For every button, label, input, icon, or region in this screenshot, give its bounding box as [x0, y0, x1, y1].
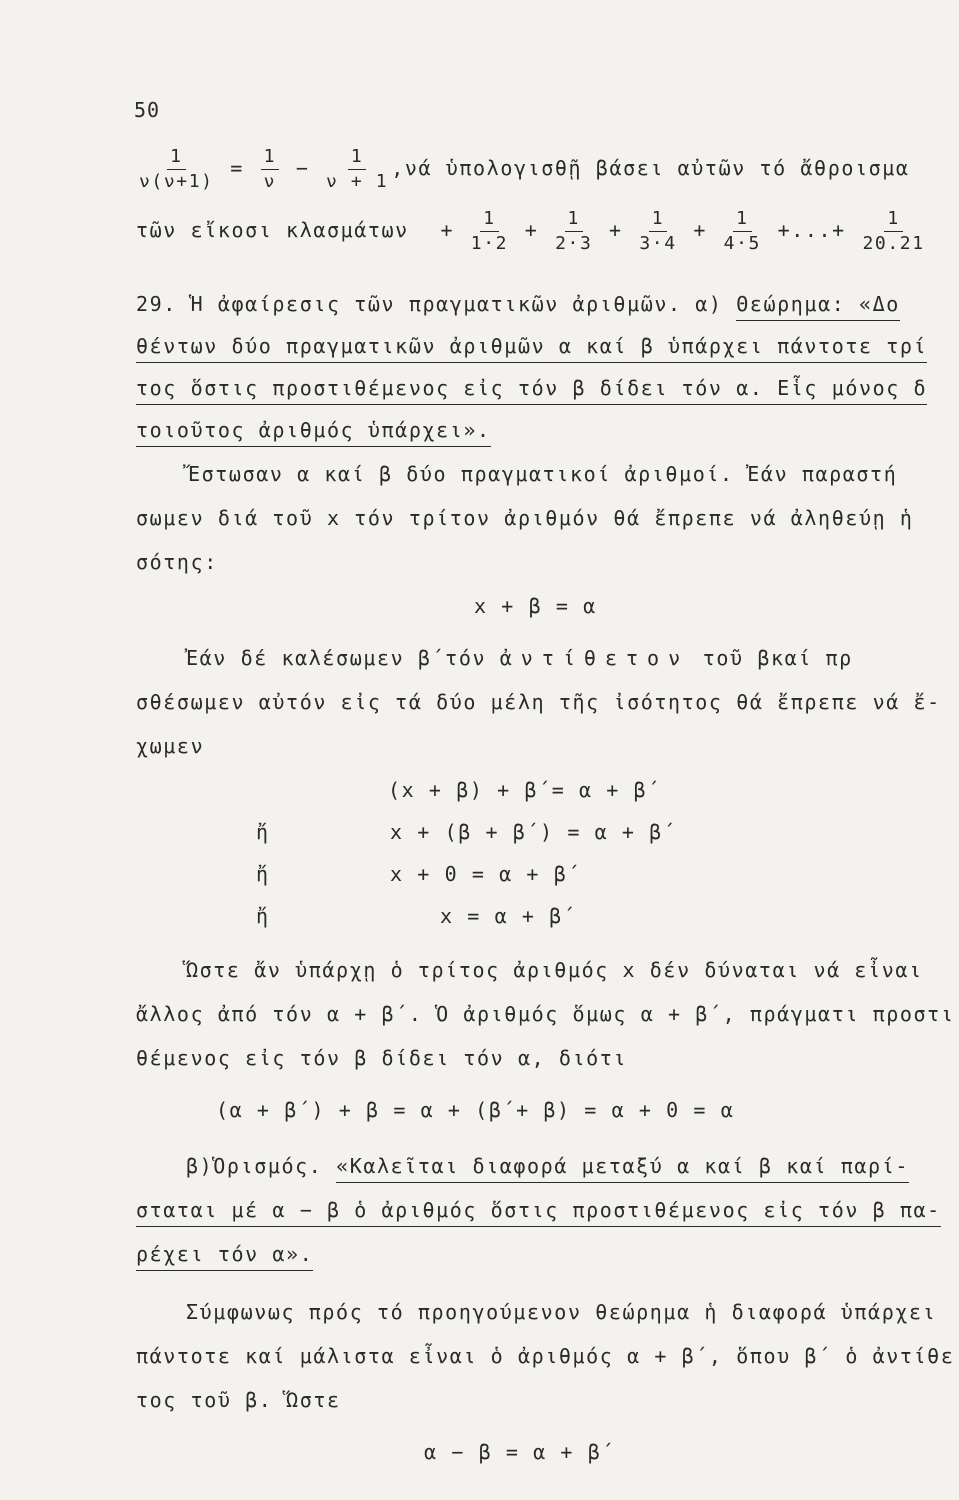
series-fraction-1: $\frac{1}{1\cdot 2}$	[470, 208, 509, 254]
equation-6: (α + β΄) + β = α + (β΄+ β) = α + 0 = α	[216, 1098, 735, 1122]
definition-label: β)Ὁρισμός.	[186, 1154, 337, 1178]
equation-5: x = α + β΄	[440, 904, 577, 928]
spaced-word: ἀντίθετον	[499, 646, 690, 670]
paragraph-3-line-2: ἄλλος ἀπό τόν α + β΄. Ὁ ἀριθμός ὅμως α + β΄, πράγματι προστι	[136, 1002, 955, 1026]
theorem-line-3: τος ὅστις προστιθέμενος εἰς τόν β δίδει τόν α. Εἷς μόνος δ	[136, 376, 959, 400]
series-line: τῶν εἴκοσι κλασμάτων + $\frac{1}{1\cdot 2}$ + $\frac{1}{2\cdot 3}$ + $\frac{1}{3\cdot 4}$ + $\frac{1}{4\cdot 5}$ +...+ $\frac{1}{20.21}$	[136, 208, 925, 254]
proof-line-2: σωμεν διά τοῦ x τόν τρίτον ἀριθμόν θά ἔπρεπε νά ἀληθεύῃ ἡ	[136, 506, 914, 530]
theorem-label: Θεώρημα: «Δο	[736, 292, 900, 321]
series-intro: τῶν εἴκοσι κλασμάτων	[136, 218, 409, 242]
paragraph-4-line-2: πάντοτε καί μάλιστα εἶναι ὁ ἀριθμός α + β΄, ὅπου β΄ ὁ ἀντίθε	[136, 1344, 955, 1368]
page-number: 50	[134, 98, 161, 122]
series-fraction-4: $\frac{1}{4\cdot 5}$	[723, 208, 761, 254]
paragraph-4-line-3: τος τοῦ β. Ὥστε	[136, 1388, 341, 1412]
equation-2: (x + β) + β΄= α + β΄	[388, 778, 661, 802]
proof-line-3: σότης:	[136, 550, 218, 574]
theorem-line-4: τοιοῦτος ἀριθμός ὑπάρχει».	[136, 418, 959, 442]
paragraph-3-line-1: Ὥστε ἄν ὑπάρχῃ ὁ τρίτος ἀριθμός x δέν δύναται νά εἶναι	[186, 958, 923, 982]
definition-line-2: σταται μέ α − β ὁ ἀριθμός ὅστις προστιθέμενος εἰς τόν β πα-	[136, 1198, 959, 1222]
or-marker-3: ἤ	[256, 904, 269, 928]
formula-tail: ,νά ὑπολογισθῇ βάσει αὐτῶν τό ἄθροισμα	[391, 156, 910, 180]
equation-1: x + β = α	[474, 594, 597, 618]
series-fraction-3: $\frac{1}{3\cdot 4}$	[639, 208, 677, 254]
section-heading: 29. Ἡ ἀφαίρεσις τῶν πραγματικῶν ἀριθμῶν. α) Θεώρημα: «Δο	[136, 292, 959, 316]
paragraph-2-line-1: Ἐάν δέ καλέσωμεν β΄τόν ἀντίθετον τοῦ βκαί πρ	[186, 646, 853, 670]
fraction-lhs: $\frac{1}{\nu(\nu+1)}$	[139, 146, 214, 192]
fraction-term1: $\frac{1}{\nu}$	[261, 148, 279, 191]
paragraph-2-line-3: χωμεν	[136, 734, 205, 758]
or-marker-1: ἤ	[256, 820, 269, 844]
equation-4: x + 0 = α + β΄	[390, 862, 581, 886]
paragraph-2-line-2: σθέσωμεν αὐτόν εἰς τά δύο μέλη τῆς ἰσότητος θά ἔπρεπε νά ἔ-	[136, 690, 941, 714]
paragraph-4-line-1: Σύμφωνως πρός τό προηγούμενον θεώρημα ἡ διαφορά ὑπάρχει	[186, 1300, 937, 1324]
theorem-line-2: θέντων δύο πραγματικῶν ἀριθμῶν α καί β ὑπάρχει πάντοτε τρί	[136, 334, 959, 358]
or-marker-2: ἤ	[256, 862, 269, 886]
definition-line-3: ρέχει τόν α».	[136, 1242, 959, 1266]
series-fraction-2: $\frac{1}{2\cdot 3}$	[555, 208, 593, 254]
series-fraction-5: $\frac{1}{20.21}$	[862, 208, 925, 254]
paragraph-3-line-3: θέμενος εἰς τόν β δίδει τόν α, διότι	[136, 1046, 628, 1070]
equation-7: α − β = α + β΄	[424, 1440, 615, 1464]
definition-line-1: β)Ὁρισμός. «Καλεῖται διαφορά μεταξύ α καί β καί παρί-	[186, 1154, 959, 1178]
proof-line-1: Ἔστωσαν α καί β δύο πραγματικοί ἀριθμοί. Ἐάν παραστή	[188, 462, 898, 486]
equation-3: x + (β + β΄) = α + β΄	[390, 820, 677, 844]
formula-line: $\frac{1}{\nu(\nu+1)}$ = $\frac{1}{\nu}$ − $\frac{1}{\nu + 1}$ ,νά ὑπολογισθῇ βάσει αὐτῶν τό ἄθροισμα	[139, 146, 910, 192]
fraction-term2: $\frac{1}{\nu + 1}$	[326, 146, 389, 192]
